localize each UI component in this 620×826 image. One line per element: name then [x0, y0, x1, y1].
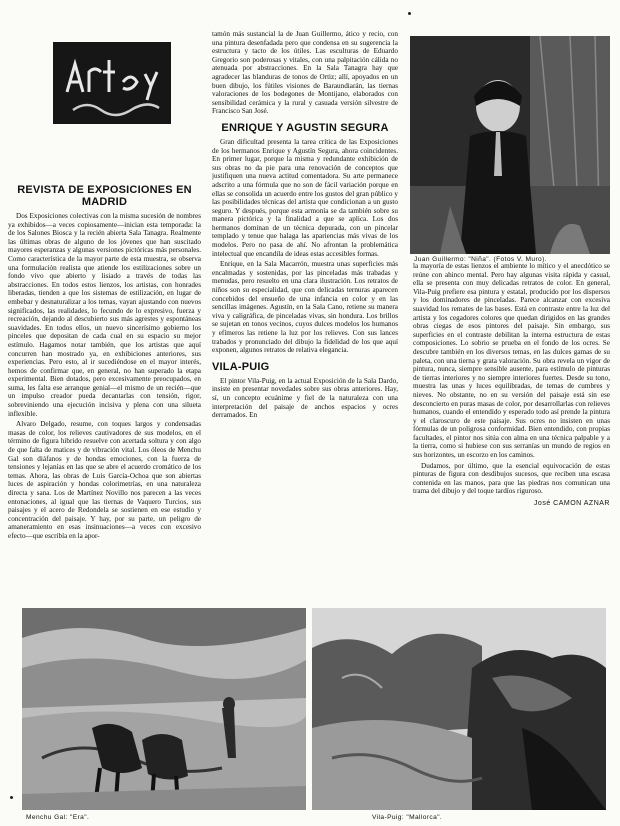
painting-vila-puig-mallorca — [312, 608, 606, 810]
photo-caption: Juan Guillermo: "Niña". (Fotos V. Muro). — [414, 256, 547, 263]
article-headline: VILA-PUIG — [212, 360, 270, 373]
article-column-2 — [212, 30, 398, 600]
article-paragraph: tamón más sustancial la de Juan Guillermo, ático y recio, con una pintura desenfadada pero que condensa en su sugerencia la estructura y tacto de los útiles. Las esculturas de Eduardo Gregorio son poderosas y vitales, con una palpitación cálida no atenuada por abstracciones. En la Sala Tanagra hay que agradecer las blanduras de tonos de Ortiz; allí, apoyados en un buen dibujo, los fútiles visiones de Baraundiarán, las tiernas valoraciones de los bodegones de Montijano, elaborados con sensibilidad cerámica y la rural y casuada versión silvestre de Francisco San José. — [212, 30, 398, 116]
article-paragraph: Alvaro Delgado, resume, con toques largos y condensadas masas de color, los relieves cautivadores de sus modelos, en el término de figura hibrido resuelve con acertada soltura y con algo de que falta de matices y de vibración vital. Los óleos de Menchu Gal son diáfanos y de hondas emociones, con la fuerza de tensiones y lejanías en las que se abre el acuerdo cromático de los temas. Ahora, las obras de Luis García-Ochoa que son abiertas luces de aspiración y hondas colorimetrías, en una naturaleza directa y sana. Los de Martínez Novillo nos parecen a las veces entonaciones, al igual que las tiernas de Vaquero Turcios, sus paisajes y el acero de Redondela se sostienen en ese estudio y concentración del paisaje. Y hay, por su parte, un peligro de amaneramiento en esas insinuaciones—a veces con excesivo efecto—que escribía en la apor- — [8, 420, 201, 540]
article-column-4 — [413, 262, 610, 602]
article-column-1 — [8, 178, 201, 598]
article-paragraph: Enrique, en la Sala Macarrón, muestra unas superficies más encalmadas y sostenidas, por las pinceladas más trabadas y menudas, pero resuelto en una clara ilustración. Los retratos de niños son su especialidad, que con delicadas ternuras aparecen concebidos del ensueño de una infancia en color y en las sencillas imágenes. Agustín, en la Sala Cano, retiene su manera viva y caligráfica, de pinceladas vivas, sin hondura. Los brillos se sujetan en tonos vecinos, cuyos dulces modelos los humanos y efímeros las retiene la luz por los relieves. Con sus lances trabados y pronunciado del dibujo la fidelidad de los que aquí exponen, algunos retratos de relativa elegancia. — [212, 260, 398, 355]
photo-portrait-child — [410, 36, 610, 254]
article-headline: REVISTA DE EXPOSICIONES EN MADRID — [17, 184, 192, 208]
article-paragraph: El pintor Vila-Puig, en la actual Exposición de la Sala Dardo, insiste en presentar novedades sobre sus obras anteriores. Hay, sí, un concepto ecuánime y fiel de la naturaleza con una interpretación del paisaje de anchos espacios y ocres derramados. En — [212, 376, 398, 420]
article-paragraph: Dudamos, por último, que la esencial equivocación de estas pinturas de figura con desdibujos sucesos, que reciben una escasa contenida en las manos, para que las piedras nos comunican una trama del dibujo y del toque tardíos riguroso. — [413, 461, 610, 496]
article-paragraph: Dos Exposiciones colectivas con la misma sucesión de nombres ya exhibidos—a veces copiosamente—inician esta temporada: la de los Salones Biosca y la recién abierta Sala Tanagra. Realmente las últimas obras de alguno de los jóvenes que han suscitado mayores esperanzas y algunas versiones pictóricas más personales. Como característica de la mayor parte de esta muestra, se observa una formulación realista que atiende los estilizaciones sobre un fondo vivo que abierto y lisiado a través de todas las abstracciones. En todos estos lienzos, los artistas, con honrades liberadas, tienden a que los sistemas de estilización, en lugar de embebar y desnaturalizar a los temas, vayan ajustando con nuevos significados, las realidades, lo fecundo de lo expresivo, fuerza y recreación, dejando al descubierto sus más agrestes y espontáneas suavidades. En todos ellos, un nuevo sincerísimo gobierno los pinceles que depositan de cada cual en su espacio su mejor estímulo. Hagamos notar también, que los artistas que aquí concurren han mostrado ya, en exhibiciones anteriores, sus experiencias. Pero esto, al ir sucediéndose en el mayor interés, hemos de confirmar que, en general, no han superado la etapa experimental. Bien dotados, pero excesivamente preocupados, en suma, les falta ese arranque genial—el mismo de un recién—que un impulso creador pueda decantarlas con tensión, rigor, sobreviniendo una ejecución incisiva y plena con una silueta inflexible. — [8, 212, 201, 418]
section-banner-logo — [53, 42, 171, 124]
page-ornament-dot — [10, 796, 13, 799]
author-signature: José CAMON AZNAR — [533, 500, 610, 508]
photo-caption: Menchu Gal: "Era". — [26, 814, 90, 821]
page-ornament-dot — [408, 12, 411, 15]
photo-caption: Vila-Puig: "Mallorca". — [372, 814, 443, 821]
painting-menchu-gal-era — [22, 608, 306, 810]
article-paragraph: Gran dificultad presenta la tarea crítica de las Exposiciones de los hermanos Enrique y Agustín Segura, ahora coincidentes. En primer lugar, porque la misma y redundante exhibición de sus obras no da pie para una renovación de conceptos que justifiquen una nueva actitud comentadora. Su arte permanece adscrito a una fórmula que no son de fácil variación porque en ellas se consolida un acuerdo entre los gustos del gran público y las posibilidades técnicas del artista que condicionan a un gusto seguro. Y después, porque esta armonía se da también sobre su manera pictórica y la finalidad a que se aplica. Los dos hermanos dominan de un técnica depurada, con un pincelar templado y tenue que halaga las apariencias más vivas de los modelos. Pero no pasa de ahí. No afrontan la problemática intelectual que encandila de ideas estas accesibles formas. — [212, 137, 398, 258]
article-headline: ENRIQUE Y AGUSTIN SEGURA — [221, 121, 389, 134]
article-paragraph: la mayoría de estas lienzos el ambiente lo mítico y el anecdótico se reúne con ahinco mental. Pero hay algunas visita rápida y casual, ella se presenta con muy delicadas retratos de color. En general, Vila-Puig prefiere esa pintura y estatal, producido por los dispersos y los dominadores de pinceladas. Parece alcanzar con excesiva suavidad los remates de las bases. Está en contraste entre la luz del artista y los cegadores colores que quedan dirigidos en las grandes obras ciegas de esos pintores del paisaje. Sin embargo, sus superficies en el contraste debilitan la interna estructura de estas composiciones. Lo sobrio se prueba en el fondo de los ocres. Se descubre también en los diversos temas, en las dulces gamas de su paleta, con una tierna y grata valoración. Su obra revela un vigor de pintura, nunca, siempre sensible ausente, para estímulo de pinturas de tierras interiores y no siempre interiores fuertes. Desde su tono, muestra las unas y luces equilibradas, de temas de cumbres y nieves. No obstante, no en su versión del paisaje está sin ese desconcierto en puras masas de color, por desarrollarlas con relieves humanos, cuando el entendido y esperado todo así prende la pintura y el claroscuro de este paisaje. Sus ocres no insisten en unas fórmulas de un poligrosa conformidad. Bien entendido, con propias facultades, el pintor nos sitúa con alma en una técnica palpable y a la tierra, como si hubiese con sus serranías un mundo de regios en sus horizontes, un escorzo en los caminos. — [413, 262, 610, 460]
